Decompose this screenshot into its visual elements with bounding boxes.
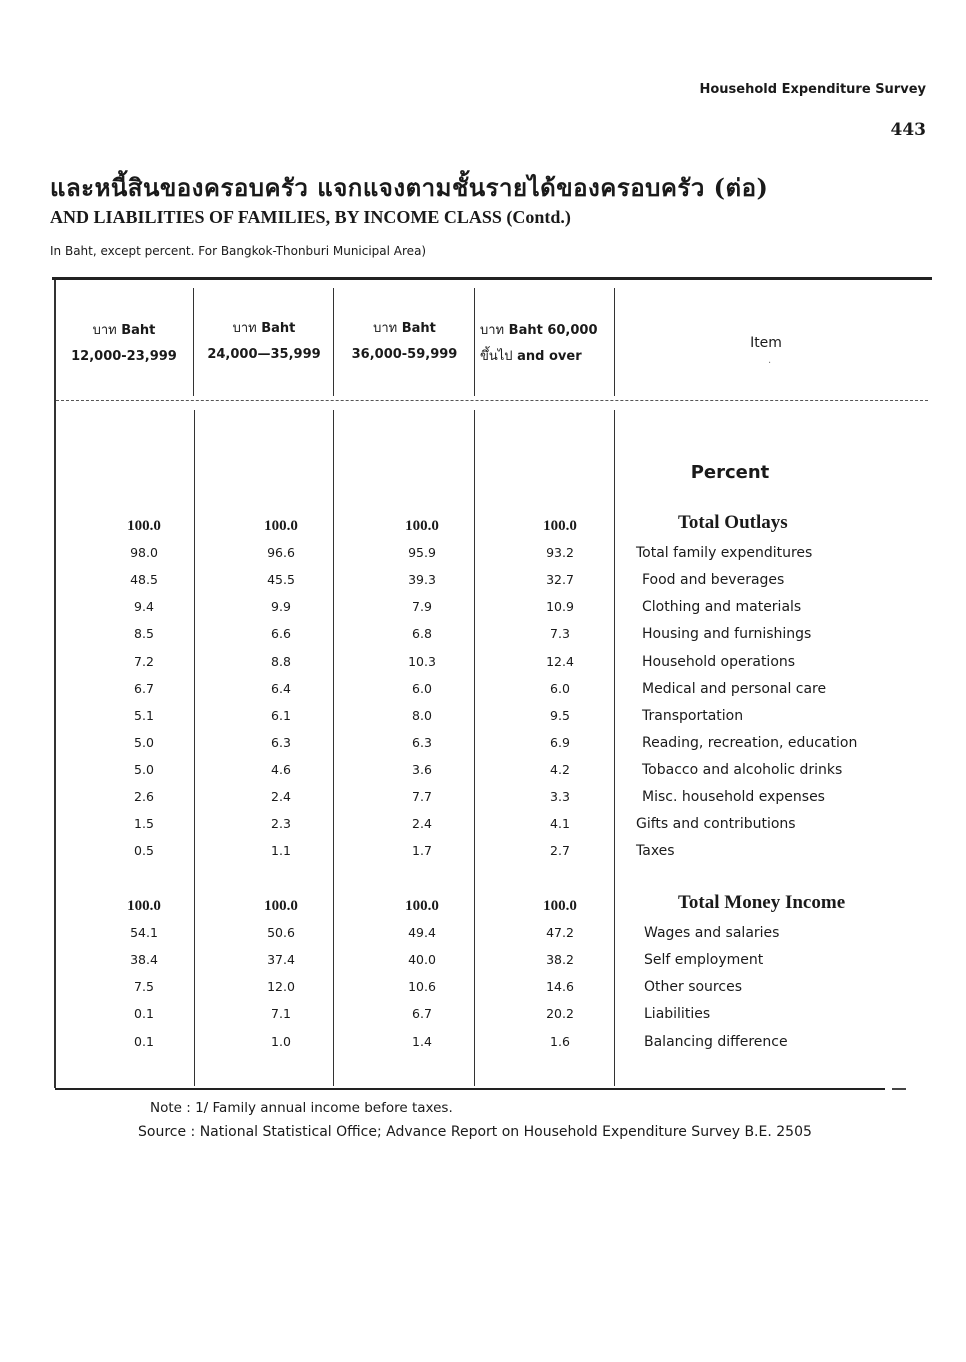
cell-value: 9.4: [134, 599, 154, 614]
column-header-over: and over: [517, 349, 582, 364]
cell-value: 100.0: [543, 898, 577, 914]
cell-value: 3.6: [412, 762, 432, 777]
cell-value: 7.2: [134, 654, 154, 669]
column-header-range: 12,000-23,999: [71, 349, 177, 364]
table-subtitle: In Baht, except percent. For Bangkok-Thonburi Municipal Area): [50, 244, 427, 258]
cell-value: 7.7: [412, 789, 432, 804]
row-label: Wages and salaries: [644, 925, 780, 941]
row-label: Medical and personal care: [642, 681, 827, 697]
table-source: Source : National Statistical Office; Advance Report on Household Expenditure Survey B.E. 2505: [138, 1124, 812, 1140]
cell-value: 8.5: [134, 626, 154, 641]
cell-value: 12.4: [546, 654, 574, 669]
cell-value: 7.5: [134, 979, 154, 994]
cell-value: 38.4: [130, 952, 158, 967]
column-header-thai: บาท: [232, 321, 257, 336]
column-header-unit: Baht: [121, 323, 156, 338]
table-row: [56, 572, 916, 599]
row-label: Total family expenditures: [636, 545, 813, 561]
table-row: [56, 843, 916, 870]
cell-value: 1.1: [271, 843, 291, 858]
cell-value: 6.1: [271, 708, 291, 723]
row-label: Tobacco and alcoholic drinks: [642, 762, 843, 778]
table-row: [56, 1034, 916, 1061]
cell-value: 1.6: [550, 1034, 570, 1049]
cell-value: 40.0: [408, 952, 436, 967]
cell-value: 0.1: [134, 1034, 154, 1049]
column-header-thai: บาท: [480, 323, 505, 338]
cell-value: 2.7: [550, 843, 570, 858]
cell-value: 6.0: [412, 681, 432, 696]
row-label: Other sources: [644, 979, 742, 995]
column-header-unit: Baht: [401, 321, 436, 336]
cell-value: 5.0: [134, 735, 154, 750]
cell-value: 6.9: [550, 735, 570, 750]
cell-value: 38.2: [546, 952, 574, 967]
table-row: [56, 789, 916, 816]
running-head: Household Expenditure Survey: [699, 82, 926, 97]
table-row: [56, 512, 916, 545]
cell-value: 100.0: [543, 518, 577, 534]
header-mark: ·: [768, 358, 772, 369]
table-top-rule: [52, 277, 932, 280]
cell-value: 6.7: [134, 681, 154, 696]
cell-value: 2.3: [271, 816, 291, 831]
cell-value: 6.0: [550, 681, 570, 696]
table-row: [56, 735, 916, 762]
cell-value: 100.0: [405, 518, 439, 534]
page-number: 443: [890, 120, 926, 140]
table-row: [56, 681, 916, 708]
table-row: [56, 816, 916, 843]
column-header-unit: Baht: [261, 321, 296, 336]
cell-value: 93.2: [546, 545, 574, 560]
cell-value: 6.4: [271, 681, 291, 696]
row-label: Self employment: [644, 952, 764, 968]
column-header-4: [480, 318, 612, 370]
row-label: Misc. household expenses: [642, 789, 825, 805]
cell-value: 95.9: [408, 545, 436, 560]
cell-value: 100.0: [264, 518, 298, 534]
row-label: Household operations: [642, 654, 796, 670]
table-row: [56, 762, 916, 789]
row-label: Transportation: [642, 708, 744, 724]
column-divider: [474, 288, 475, 396]
column-header-1: [56, 318, 192, 370]
row-label: Taxes: [636, 843, 675, 859]
section-label-percent: Percent: [690, 462, 770, 483]
cell-value: 0.5: [134, 843, 154, 858]
title-thai: และหนี้สินของครอบครัว แจกแจงตามชั้นรายได้ของครอบครัว (ต่อ): [50, 173, 769, 202]
cell-value: 37.4: [267, 952, 295, 967]
cell-value: 2.4: [412, 816, 432, 831]
table-row: [56, 952, 916, 979]
cell-value: 9.5: [550, 708, 570, 723]
column-header-thai: บาท: [92, 323, 117, 338]
table-row: [56, 708, 916, 735]
row-label: Total Money Income: [678, 892, 846, 913]
column-header-thai: บาท: [373, 321, 398, 336]
cell-value: 100.0: [264, 898, 298, 914]
cell-value: 6.7: [412, 1006, 432, 1021]
cell-value: 98.0: [130, 545, 158, 560]
column-divider: [193, 288, 194, 396]
cell-value: 100.0: [405, 898, 439, 914]
cell-value: 4.2: [550, 762, 570, 777]
cell-value: 6.8: [412, 626, 432, 641]
table-row: [56, 654, 916, 681]
table-row: [56, 626, 916, 653]
cell-value: 0.1: [134, 1006, 154, 1021]
cell-value: 10.9: [546, 599, 574, 614]
table-bottom-rule: [55, 1088, 885, 1090]
cell-value: 9.9: [271, 599, 291, 614]
cell-value: 100.0: [127, 518, 161, 534]
cell-value: 8.0: [412, 708, 432, 723]
table-row: [56, 1006, 916, 1033]
cell-value: 6.3: [271, 735, 291, 750]
cell-value: 32.7: [546, 572, 574, 587]
cell-value: 47.2: [546, 925, 574, 940]
row-label: Housing and furnishings: [642, 626, 812, 642]
column-divider: [614, 288, 615, 396]
table-row: [56, 599, 916, 626]
column-header-2: [196, 316, 332, 368]
cell-value: 100.0: [127, 898, 161, 914]
column-header-range: 36,000-59,999: [351, 347, 458, 362]
column-header-range: 24,000—35,999: [207, 347, 321, 362]
row-label: Liabilities: [644, 1006, 711, 1022]
column-header-unit: Baht 60,000: [508, 323, 598, 338]
cell-value: 48.5: [130, 572, 158, 587]
row-label: Reading, recreation, education: [642, 735, 858, 751]
row-label: Food and beverages: [642, 572, 785, 588]
cell-value: 45.5: [267, 572, 295, 587]
title-english: AND LIABILITIES OF FAMILIES, BY INCOME CLASS (Contd.): [50, 207, 571, 227]
table-row: [56, 925, 916, 952]
cell-value: 2.6: [134, 789, 154, 804]
cell-value: 1.7: [412, 843, 432, 858]
cell-value: 10.6: [408, 979, 436, 994]
table-header-rule: [56, 400, 928, 401]
cell-value: 8.8: [271, 654, 291, 669]
cell-value: 7.1: [271, 1006, 291, 1021]
table-note: Note : 1/ Family annual income before taxes.: [150, 1100, 453, 1116]
cell-value: 12.0: [267, 979, 295, 994]
column-header-3: [336, 316, 473, 368]
cell-value: 54.1: [130, 925, 158, 940]
cell-value: 14.6: [546, 979, 574, 994]
cell-value: 3.3: [550, 789, 570, 804]
cell-value: 4.6: [271, 762, 291, 777]
cell-value: 50.6: [267, 925, 295, 940]
cell-value: 1.0: [271, 1034, 291, 1049]
cell-value: 7.3: [550, 626, 570, 641]
row-label: Balancing difference: [644, 1034, 788, 1050]
row-label: Clothing and materials: [642, 599, 802, 615]
cell-value: 1.5: [134, 816, 154, 831]
cell-value: 6.6: [271, 626, 291, 641]
cell-value: 6.3: [412, 735, 432, 750]
table-row: [56, 979, 916, 1006]
cell-value: 96.6: [267, 545, 295, 560]
cell-value: 7.9: [412, 599, 432, 614]
row-label: Total Outlays: [678, 512, 788, 533]
table-row: [56, 545, 916, 572]
cell-value: 49.4: [408, 925, 436, 940]
table-bottom-rule-tail: [892, 1088, 906, 1090]
row-label: Gifts and contributions: [636, 816, 796, 832]
column-divider: [333, 288, 334, 396]
table-row: [56, 892, 916, 925]
cell-value: 5.0: [134, 762, 154, 777]
cell-value: 2.4: [271, 789, 291, 804]
item-column-header: Item: [750, 335, 782, 351]
cell-value: 10.3: [408, 654, 436, 669]
cell-value: 5.1: [134, 708, 154, 723]
cell-value: 1.4: [412, 1034, 432, 1049]
cell-value: 39.3: [408, 572, 436, 587]
cell-value: 20.2: [546, 1006, 574, 1021]
column-header-thai-over: ขึ้นไป: [480, 349, 513, 364]
cell-value: 4.1: [550, 816, 570, 831]
